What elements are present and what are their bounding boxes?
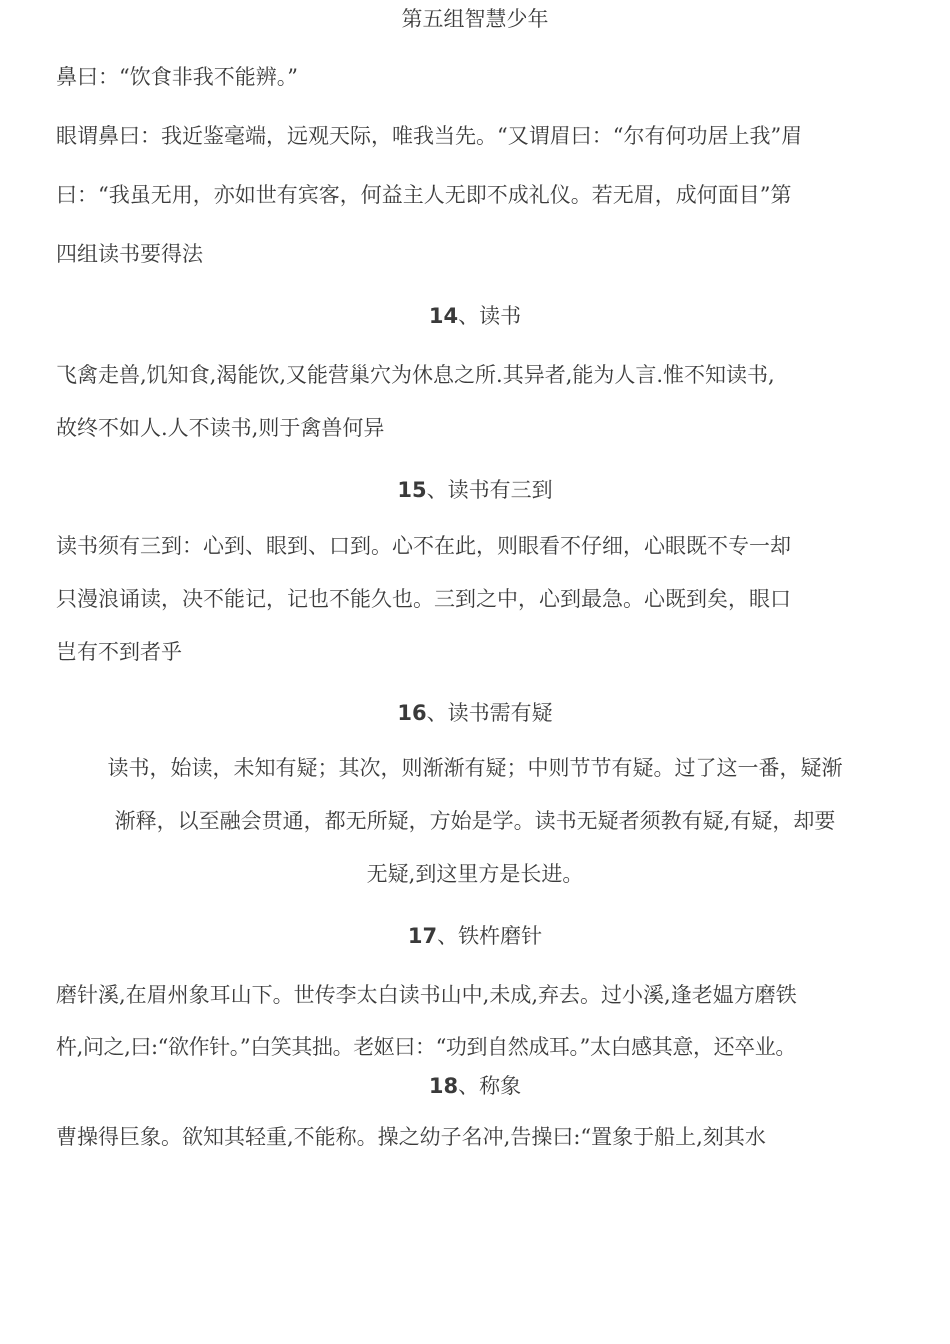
paragraph-line: 无疑,到这里方是长进。 <box>366 862 584 886</box>
section-heading <box>0 698 950 728</box>
section-heading <box>0 1071 950 1101</box>
paragraph-line: 读书须有三到：心到、眼到、口到。心不在此，则眼看不仔细，心眼既不专一却 <box>56 534 791 558</box>
section-number: 15 <box>397 478 427 502</box>
paragraph-line: 飞禽走兽,饥知食,渴能饮,又能营巢穴为休息之所.其异者,能为人言.惟不知读书, <box>56 363 775 387</box>
section-heading <box>0 301 950 331</box>
section-heading <box>0 475 950 505</box>
intro-line: 曰：“我虽无用，亦如世有宾客，何益主人无即不成礼仪。若无眉，成何面目”第 <box>56 183 792 207</box>
intro-line: 眼谓鼻曰：我近鉴毫端，远观天际，唯我当先。“又谓眉曰：“尔有何功居上我”眉 <box>56 124 803 148</box>
section-number: 14 <box>428 304 459 328</box>
section-number: 18 <box>428 1074 459 1098</box>
section-heading <box>0 921 950 951</box>
paragraph-line: 只漫浪诵读，决不能记，记也不能久也。三到之中，心到最急。心既到矣，眼口 <box>56 587 791 611</box>
page-title: 第五组智慧少年 <box>401 7 549 31</box>
paragraph-line: 磨针溪,在眉州象耳山下。世传李太白读书山中,未成,弃去。过小溪,逢老媪方磨铁 <box>56 983 797 1007</box>
paragraph-line: 渐释，以至融会贯通，都无所疑，方始是学。读书无疑者须教有疑,有疑，却要 <box>114 809 836 833</box>
section-title: 、铁杵磨针 <box>437 924 543 948</box>
section-title: 、读书 <box>458 304 522 328</box>
paragraph-line: 杵,问之,曰:“欲作针。”白笑其拙。老妪曰：“功到自然成耳。”太白感其意，还卒业。 <box>56 1035 796 1059</box>
section-title: 、读书有三到 <box>426 478 553 502</box>
paragraph-line: 曹操得巨象。欲知其轻重,不能称。操之幼子名冲,告操曰:“置象于船上,刻其水 <box>56 1125 766 1149</box>
paragraph-line: 故终不如人.人不读书,则于禽兽何异 <box>56 416 385 440</box>
paragraph-line: 岂有不到者乎 <box>56 640 182 664</box>
section-title: 、称象 <box>458 1074 522 1098</box>
section-number: 17 <box>407 924 438 948</box>
intro-line: 鼻曰：“饮食非我不能辨。” <box>56 65 298 89</box>
paragraph-line: 读书，始读，未知有疑；其次，则渐渐有疑；中则节节有疑。过了这一番，疑渐 <box>107 756 843 780</box>
section-number: 16 <box>397 701 427 725</box>
section-title: 、读书需有疑 <box>426 701 553 725</box>
intro-line: 四组读书要得法 <box>56 242 203 266</box>
